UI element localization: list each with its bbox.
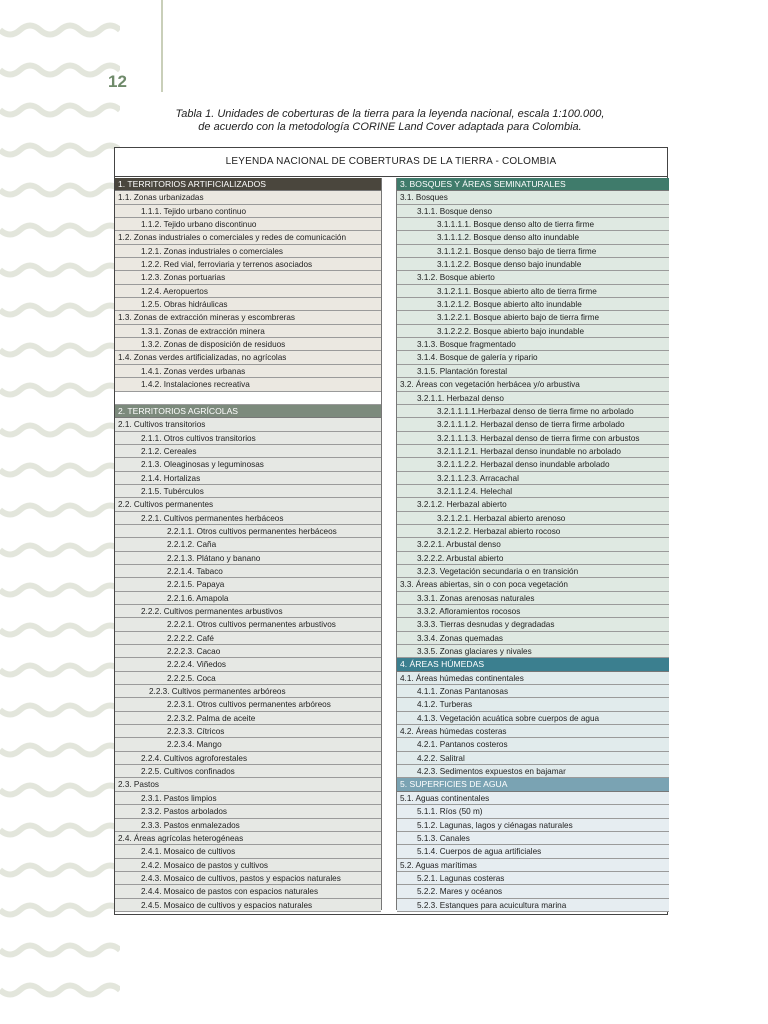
legend-row: 3.2.1.2.1. Herbazal abierto arenoso xyxy=(397,512,669,525)
legend-row: 2.2.1.6. Amapola xyxy=(115,592,381,605)
wave-line xyxy=(0,546,120,555)
legend-row: 2.4.4. Mosaico de pastos con espacios naturales xyxy=(115,885,381,898)
legend-row: 4.2.3. Sedimentos expuestos en bajamar xyxy=(397,765,669,778)
legend-row: 2.2.2.3. Cacao xyxy=(115,645,381,658)
legend-row: 3.2.1.1.2.3. Arracachal xyxy=(397,472,669,485)
legend-row: 4.2.2. Salitral xyxy=(397,752,669,765)
legend-row: 3.1.2. Bosque abierto xyxy=(397,271,669,284)
wave-line xyxy=(0,906,120,915)
legend-table xyxy=(114,147,668,915)
legend-row: 3.2.1.1.2.4. Helechal xyxy=(397,485,669,498)
legend-row: 2.2.3.4. Mango xyxy=(115,738,381,751)
category-header: 5. SUPERFICIES DE AGUA xyxy=(397,778,669,791)
legend-row: 2.2.3.2. Palma de aceite xyxy=(115,712,381,725)
wave-line xyxy=(0,666,120,675)
legend-row: 3.1.2.1.1. Bosque abierto alto de tierra firme xyxy=(397,285,669,298)
legend-row: 2.3.1. Pastos limpios xyxy=(115,792,381,805)
legend-row: 3.1.1.1.2. Bosque denso alto inundable xyxy=(397,231,669,244)
wave-line xyxy=(0,466,120,475)
legend-row: 2.1.2. Cereales xyxy=(115,445,381,458)
legend-row: 3.2.1.1.1.3. Herbazal denso de tierra firme con arbustos xyxy=(397,432,669,445)
legend-row: 1.2. Zonas industriales o comerciales y redes de comunicación xyxy=(115,231,381,244)
legend-row: 1.2.5. Obras hidráulicas xyxy=(115,298,381,311)
legend-row: 1.1. Zonas urbanizadas xyxy=(115,191,381,204)
wave-line xyxy=(0,226,120,235)
wave-line xyxy=(0,186,120,195)
legend-row: 2.1.4. Hortalizas xyxy=(115,472,381,485)
wave-line xyxy=(0,586,120,595)
legend-row: 1.3.1. Zonas de extracción minera xyxy=(115,325,381,338)
legend-row: 1.4.1. Zonas verdes urbanas xyxy=(115,365,381,378)
legend-row: 3.1.2.2.1. Bosque abierto bajo de tierra firme xyxy=(397,311,669,324)
legend-row: 2.2.1.5. Papaya xyxy=(115,578,381,591)
legend-row: 5.2. Aguas marítimas xyxy=(397,859,669,872)
legend-row: 2.2.2.2. Café xyxy=(115,632,381,645)
legend-row: 1.2.3. Zonas portuarias xyxy=(115,271,381,284)
legend-row: 5.1.4. Cuerpos de agua artificiales xyxy=(397,845,669,858)
legend-row: 2.2.1.3. Plátano y banano xyxy=(115,552,381,565)
legend-row: 2.3.2. Pastos arbolados xyxy=(115,805,381,818)
decorative-wave-pattern xyxy=(0,0,120,1024)
legend-row: 3.3.4. Zonas quemadas xyxy=(397,632,669,645)
legend-row: 3.2.2.2. Arbustal abierto xyxy=(397,552,669,565)
caption-line-1: Tabla 1. Unidades de coberturas de la tierra para la leyenda nacional, escala 1:100.000, xyxy=(175,108,605,120)
legend-row: 1.1.1. Tejido urbano continuo xyxy=(115,205,381,218)
legend-row: 3.1.1. Bosque denso xyxy=(397,205,669,218)
legend-row: 4.1. Áreas húmedas continentales xyxy=(397,672,669,685)
legend-row: 3.3.3. Tierras desnudas y degradadas xyxy=(397,618,669,631)
wave-line xyxy=(0,626,120,635)
legend-row: 3.1.1.1.1. Bosque denso alto de tierra firme xyxy=(397,218,669,231)
wave-line xyxy=(0,306,120,315)
right-column xyxy=(397,178,669,912)
legend-row: 4.2.1. Pantanos costeros xyxy=(397,738,669,751)
legend-row: 3.3. Áreas abiertas, sin o con poca vegetación xyxy=(397,578,669,591)
legend-row: 1.4. Zonas verdes artificializadas, no agrícolas xyxy=(115,351,381,364)
wave-line xyxy=(0,426,120,435)
wave-line xyxy=(0,826,120,835)
legend-row: 5.1.2. Lagunas, lagos y ciénagas naturales xyxy=(397,819,669,832)
legend-row: 3.1.2.2.2. Bosque abierto bajo inundable xyxy=(397,325,669,338)
legend-row: 5.1.1. Ríos (50 m) xyxy=(397,805,669,818)
legend-row: 2.4.5. Mosaico de cultivos y espacios naturales xyxy=(115,899,381,912)
legend-row: 2.2.4. Cultivos agroforestales xyxy=(115,752,381,765)
legend-row: 3.2.1.2.2. Herbazal abierto rocoso xyxy=(397,525,669,538)
wave-line xyxy=(0,746,120,755)
legend-row: 2.1.5. Tubérculos xyxy=(115,485,381,498)
legend-row: 3.2. Áreas con vegetación herbácea y/o arbustiva xyxy=(397,378,669,391)
legend-row: 2.2.1. Cultivos permanentes herbáceos xyxy=(115,512,381,525)
legend-row: 2.3. Pastos xyxy=(115,778,381,791)
legend-row: 5.1. Aguas continentales xyxy=(397,792,669,805)
wave-line xyxy=(0,346,120,355)
legend-row: 3.2.3. Vegetación secundaria o en transición xyxy=(397,565,669,578)
wave-line xyxy=(0,706,120,715)
legend-row: 2.4. Áreas agrícolas heterogéneas xyxy=(115,832,381,845)
legend-row: 3.3.2. Afloramientos rocosos xyxy=(397,605,669,618)
wave-line xyxy=(0,106,120,115)
column-separator xyxy=(381,178,397,910)
legend-row: 3.1.1.2.2. Bosque denso bajo inundable xyxy=(397,258,669,271)
legend-row: 1.3. Zonas de extracción mineras y escombreras xyxy=(115,311,381,324)
blank-row xyxy=(115,392,381,405)
wave-line xyxy=(0,266,120,275)
wave-line xyxy=(0,26,120,35)
legend-row: 3.2.1.1.2.1. Herbazal denso inundable no arbolado xyxy=(397,445,669,458)
legend-row: 4.1.2. Turberas xyxy=(397,698,669,711)
legend-row: 5.2.2. Mares y océanos xyxy=(397,885,669,898)
legend-row: 2.4.2. Mosaico de pastos y cultivos xyxy=(115,859,381,872)
legend-row: 5.1.3. Canales xyxy=(397,832,669,845)
legend-row: 2.2.1.1. Otros cultivos permanentes herbáceos xyxy=(115,525,381,538)
margin-rule xyxy=(161,0,163,92)
legend-row: 1.3.2. Zonas de disposición de residuos xyxy=(115,338,381,351)
legend-row: 2.1. Cultivos transitorios xyxy=(115,418,381,431)
category-header: 2. TERRITORIOS AGRÍCOLAS xyxy=(115,405,381,418)
legend-row: 2.4.1. Mosaico de cultivos xyxy=(115,845,381,858)
legend-row: 3.2.1.1.1.1.Herbazal denso de tierra firme no arbolado xyxy=(397,405,669,418)
legend-row: 2.2.3.3. Cítricos xyxy=(115,725,381,738)
legend-row: 3.1.2.1.2. Bosque abierto alto inundable xyxy=(397,298,669,311)
legend-row: 2.2.2.1. Otros cultivos permanentes arbustivos xyxy=(115,618,381,631)
legend-row: 2.2. Cultivos permanentes xyxy=(115,498,381,511)
wave-line xyxy=(0,386,120,395)
legend-row: 2.3.3. Pastos enmalezados xyxy=(115,819,381,832)
category-header: 4. ÁREAS HÚMEDAS xyxy=(397,658,669,671)
legend-row: 2.2.2.5. Coca xyxy=(115,672,381,685)
legend-row: 1.2.1. Zonas industriales o comerciales xyxy=(115,245,381,258)
legend-row: 3.2.1.1.2.2. Herbazal denso inundable arbolado xyxy=(397,458,669,471)
wave-line xyxy=(0,866,120,875)
table-title: LEYENDA NACIONAL DE COBERTURAS DE LA TIERRA - COLOMBIA xyxy=(115,148,667,177)
category-header: 1. TERRITORIOS ARTIFICIALIZADOS xyxy=(115,178,381,191)
wave-line xyxy=(0,986,120,995)
legend-row: 1.2.4. Aeropuertos xyxy=(115,285,381,298)
legend-row: 2.2.1.2. Caña xyxy=(115,538,381,551)
legend-row: 2.2.3.1. Otros cultivos permanentes arbóreos xyxy=(115,698,381,711)
legend-row: 3.2.1.2. Herbazal abierto xyxy=(397,498,669,511)
caption-line-2: de acuerdo con la metodología CORINE Land Cover adaptada para Colombia. xyxy=(198,121,582,133)
legend-row: 2.2.5. Cultivos confinados xyxy=(115,765,381,778)
legend-row: 1.2.2. Red vial, ferroviaria y terrenos asociados xyxy=(115,258,381,271)
left-column xyxy=(115,178,381,912)
page-number: 12 xyxy=(108,72,127,91)
wave-line xyxy=(0,146,120,155)
legend-row: 3.2.1.1.1.2. Herbazal denso de tierra firme arbolado xyxy=(397,418,669,431)
legend-row: 2.2.2. Cultivos permanentes arbustivos xyxy=(115,605,381,618)
legend-row: 3.1.1.2.1. Bosque denso bajo de tierra firme xyxy=(397,245,669,258)
legend-row: 2.2.1.4. Tabaco xyxy=(115,565,381,578)
legend-row: 4.2. Áreas húmedas costeras xyxy=(397,725,669,738)
legend-row: 3.2.1.1. Herbazal denso xyxy=(397,392,669,405)
legend-row: 1.4.2. Instalaciones recreativa xyxy=(115,378,381,391)
legend-row: 3.1.3. Bosque fragmentado xyxy=(397,338,669,351)
legend-row: 2.4.3. Mosaico de cultivos, pastos y espacios naturales xyxy=(115,872,381,885)
legend-row: 2.2.2.4. Viñedos xyxy=(115,658,381,671)
legend-row: 2.1.1. Otros cultivos transitorios xyxy=(115,432,381,445)
wave-line xyxy=(0,786,120,795)
legend-row: 4.1.1. Zonas Pantanosas xyxy=(397,685,669,698)
legend-row: 3.3.5. Zonas glaciares y nivales xyxy=(397,645,669,658)
legend-row: 3.1. Bosques xyxy=(397,191,669,204)
legend-row: 5.2.3. Estanques para acuicultura marina xyxy=(397,899,669,912)
wave-line xyxy=(0,946,120,955)
legend-row: 1.1.2. Tejido urbano discontinuo xyxy=(115,218,381,231)
legend-row: 5.2.1. Lagunas costeras xyxy=(397,872,669,885)
legend-row: 4.1.3. Vegetación acuática sobre cuerpos de agua xyxy=(397,712,669,725)
legend-row: 3.3.1. Zonas arenosas naturales xyxy=(397,592,669,605)
legend-row: 3.2.2.1. Arbustal denso xyxy=(397,538,669,551)
table-caption xyxy=(130,108,650,134)
legend-row: 2.1.3. Oleaginosas y leguminosas xyxy=(115,458,381,471)
category-header: 3. BOSQUES Y ÁREAS SEMINATURALES xyxy=(397,178,669,191)
legend-row: 3.1.4. Bosque de galería y ripario xyxy=(397,351,669,364)
wave-line xyxy=(0,506,120,515)
legend-row: 3.1.5. Plantación forestal xyxy=(397,365,669,378)
wave-line xyxy=(0,66,120,75)
legend-row: 2.2.3. Cultivos permanentes arbóreos xyxy=(115,685,381,698)
